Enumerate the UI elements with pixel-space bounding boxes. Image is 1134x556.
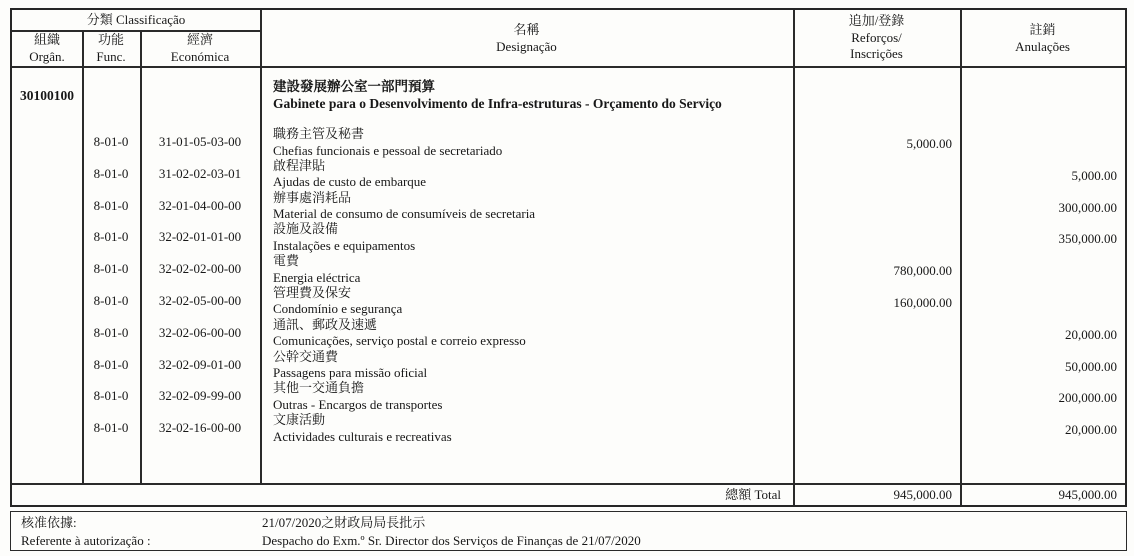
functional-code: 8-01-0	[93, 261, 129, 277]
column-header-anulacoes	[960, 10, 1125, 66]
entity-title-block	[273, 66, 793, 126]
column-header-economic-pt: Económica	[170, 49, 230, 64]
authorization-values	[262, 514, 641, 550]
designation-pt: Ajudas de custo de embarque	[273, 174, 427, 190]
column-header-reforcos-zh: 追加/登錄	[848, 13, 905, 28]
amount-anulacoes: 20,000.00	[1065, 326, 1117, 342]
designation-pt: Passagens para missão oficial	[273, 365, 428, 381]
designation-zh: 職務主管及秘書	[273, 126, 365, 141]
designation-pt: Actividades culturais e recreativas	[273, 428, 452, 444]
designation-zh: 辦事處消耗品	[273, 189, 352, 205]
column-header-organization-pt: Orgân.	[29, 49, 65, 64]
reforcos-title-spacer	[793, 66, 960, 126]
functional-code: 8-01-0	[93, 388, 129, 404]
amount-reforcos	[793, 221, 960, 253]
designation-pt: Instalações e equipamentos	[273, 237, 416, 253]
table-row	[273, 253, 793, 285]
authorization-label-zh: 核准依據:	[21, 515, 77, 530]
column-header-functional-pt: Func.	[96, 49, 126, 64]
authorization-label-pt: Referente à autorização :	[21, 533, 151, 548]
column-header-organization-zh: 組織	[33, 32, 60, 47]
budget-table	[10, 8, 1127, 507]
economic-code: 32-02-09-01-00	[158, 356, 242, 372]
authorization-footer	[10, 511, 1127, 551]
functional-code: 8-01-0	[93, 165, 129, 181]
column-header-designation-zh: 名稱	[513, 22, 540, 37]
column-economic	[140, 66, 260, 483]
column-header-classification: 分類 Classificação	[86, 12, 186, 27]
column-reforcos	[793, 66, 960, 483]
economic-code: 32-02-09-99-00	[158, 388, 242, 404]
amount-anulacoes: 20,000.00	[1065, 422, 1117, 438]
functional-code: 8-01-0	[93, 292, 129, 308]
column-header-organization	[12, 30, 82, 66]
amount-anulacoes: 350,000.00	[1058, 231, 1117, 247]
economic-code: 32-02-06-00-00	[158, 324, 242, 340]
functional-code: 8-01-0	[93, 420, 129, 436]
column-header-reforcos	[793, 10, 960, 66]
designation-pt: Chefias funcionais e pessoal de secretariado	[273, 142, 503, 158]
anulacoes-title-spacer	[960, 66, 1125, 126]
functional-code: 8-01-0	[93, 134, 129, 149]
functional-code: 8-01-0	[93, 197, 129, 213]
table-row	[273, 158, 793, 190]
column-header-reforcos-pt1: Reforços/	[851, 29, 902, 45]
column-designation	[260, 66, 793, 483]
column-header-economic	[140, 30, 260, 66]
amount-anulacoes: 50,000.00	[1065, 358, 1117, 374]
amount-anulacoes	[960, 253, 1125, 285]
authorization-labels	[21, 514, 151, 550]
total-reforcos: 945,000.00	[893, 486, 952, 502]
column-header-reforcos-pt2: Inscrições	[850, 46, 903, 61]
functional-code: 8-01-0	[93, 324, 129, 340]
organization-code: 30100100	[20, 88, 74, 103]
column-functional	[82, 66, 140, 483]
amount-reforcos	[793, 190, 960, 222]
total-label: 總額 Total	[725, 486, 781, 502]
column-organization	[12, 66, 82, 483]
amount-anulacoes: 5,000.00	[1071, 167, 1117, 183]
table-row	[273, 221, 793, 253]
designation-pt: Comunicações, serviço postal e correio expresso	[273, 333, 526, 349]
designation-zh: 通訊、郵政及速遞	[273, 316, 378, 332]
column-header-anulacoes-zh: 註銷	[1029, 22, 1056, 37]
table-row	[273, 285, 793, 317]
column-header-functional-zh: 功能	[97, 32, 124, 47]
amount-reforcos	[793, 317, 960, 349]
designation-zh: 啟程津貼	[273, 157, 326, 173]
authorization-value-pt: Despacho do Exm.º Sr. Director dos Serviços de Finanças de 21/07/2020	[262, 533, 641, 548]
designation-pt: Condomínio e segurança	[273, 301, 403, 317]
column-header-designation	[260, 10, 793, 66]
column-header-economic-zh: 經濟	[186, 32, 213, 47]
amount-reforcos: 5,000.00	[906, 136, 952, 151]
amount-anulacoes	[960, 126, 1125, 158]
economic-code: 32-02-02-00-00	[158, 261, 242, 277]
functional-title-spacer	[82, 66, 140, 126]
amount-anulacoes: 200,000.00	[1058, 390, 1117, 406]
table-row	[273, 380, 793, 412]
functional-code: 8-01-0	[93, 356, 129, 372]
designation-zh: 其他一交通負擔	[273, 380, 365, 396]
economic-title-spacer	[140, 66, 260, 126]
table-row	[273, 349, 793, 381]
designation-pt: Energia eléctrica	[273, 269, 361, 285]
designation-zh: 電費	[273, 253, 300, 269]
entity-title-zh: 建設發展辦公室一部門預算	[273, 79, 435, 94]
amount-reforcos	[793, 380, 960, 412]
table-row	[273, 190, 793, 222]
amount-reforcos	[793, 349, 960, 381]
designation-zh: 公幹交通費	[273, 348, 339, 364]
designation-zh: 設施及設備	[273, 221, 339, 237]
table-row	[273, 317, 793, 349]
economic-code: 31-02-02-03-01	[158, 165, 242, 181]
authorization-value-zh: 21/07/2020之財政局局長批示	[262, 515, 426, 530]
table-row	[273, 412, 793, 444]
amount-anulacoes	[960, 285, 1125, 317]
amount-anulacoes: 300,000.00	[1058, 199, 1117, 215]
table-row	[273, 126, 793, 158]
economic-code: 31-01-05-03-00	[158, 134, 242, 149]
economic-code: 32-02-01-01-00	[158, 229, 242, 245]
economic-code: 32-02-05-00-00	[158, 292, 242, 308]
entity-title-pt: Gabinete para o Desenvolvimento de Infra-estruturas - Orçamento do Serviço	[273, 96, 722, 111]
designation-zh: 文康活動	[273, 412, 326, 428]
column-header-functional	[82, 30, 140, 66]
amount-reforcos	[793, 158, 960, 190]
economic-code: 32-01-04-00-00	[158, 197, 242, 213]
amount-reforcos: 160,000.00	[893, 294, 952, 310]
functional-code: 8-01-0	[93, 229, 129, 245]
amount-reforcos	[793, 412, 960, 444]
document-body	[10, 8, 1127, 551]
designation-pt: Outras - Encargos de transportes	[273, 396, 443, 412]
total-anulacoes: 945,000.00	[1058, 486, 1117, 502]
amount-reforcos: 780,000.00	[893, 263, 952, 279]
column-header-anulacoes-pt: Anulações	[1015, 39, 1070, 54]
designation-pt: Material de consumo de consumíveis de secretaria	[273, 206, 536, 222]
column-header-designation-pt: Designação	[496, 39, 557, 54]
economic-code: 32-02-16-00-00	[158, 420, 242, 436]
column-anulacoes	[960, 66, 1125, 483]
designation-zh: 管理費及保安	[273, 284, 352, 300]
